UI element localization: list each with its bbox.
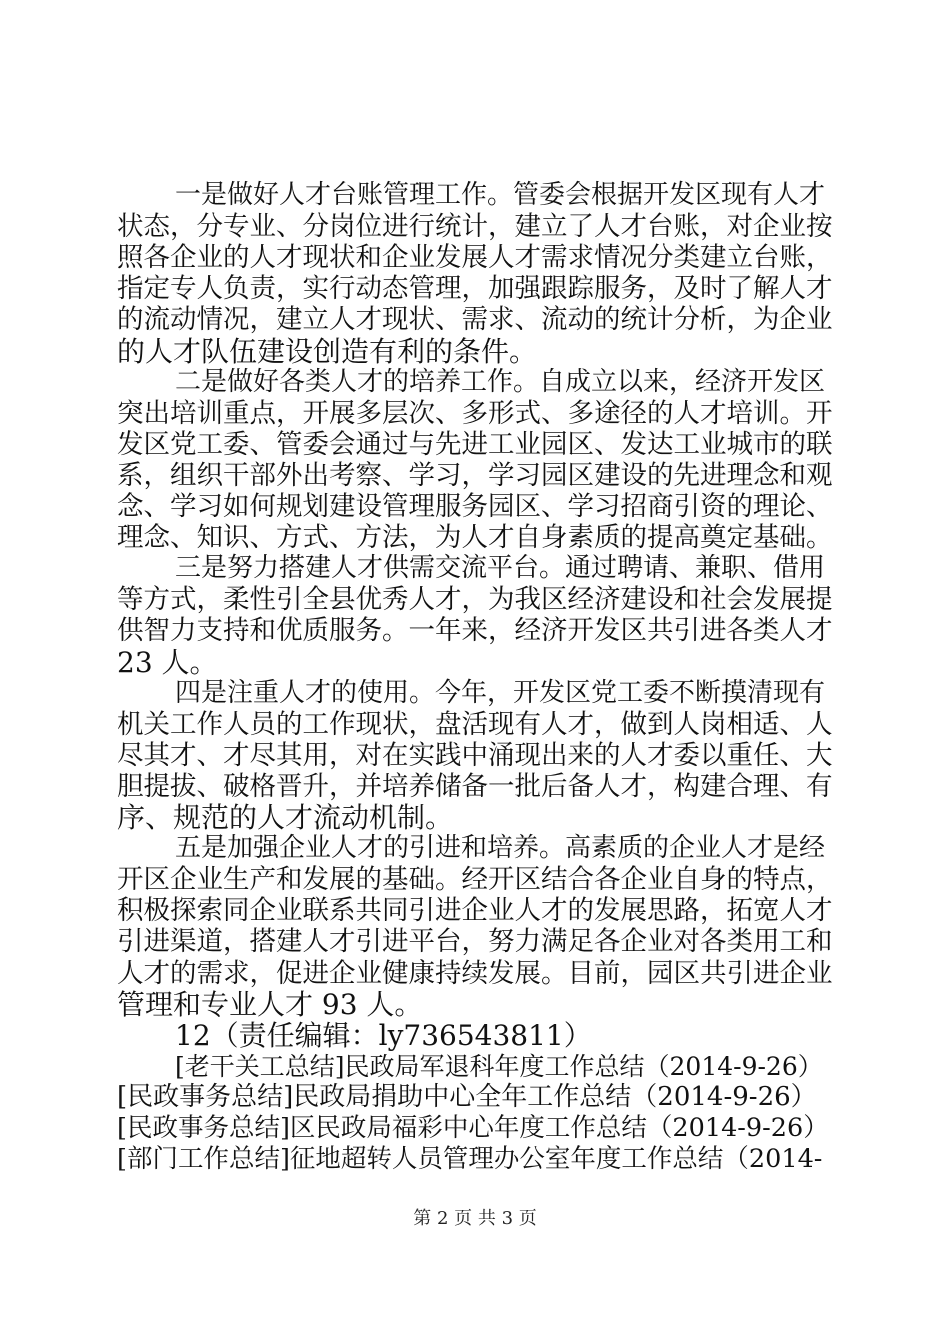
paragraph-2-line-3: 发区党工委、管委会通过与先进工业园区、发达工业城市的联: [117, 429, 833, 460]
page-footer: 第 2 页 共 3 页: [413, 1208, 537, 1229]
paragraph-1-line-6: 的人才队伍建设创造有利的条件。: [117, 335, 538, 368]
paragraph-3-line-2: 等方式，柔性引全县优秀人才，为我区经济建设和社会发展提: [117, 584, 833, 615]
paragraph-4-line-2: 机关工作人员的工作现状，盘活现有人才，做到人岗相适、人: [117, 709, 833, 740]
paragraph-1-line-5: 的流动情况，建立人才现状、需求、流动的统计分析，为企业: [117, 304, 833, 335]
paragraph-2-line-5: 念、学习如何规划建设管理服务园区、学习招商引资的理论、: [117, 491, 833, 522]
paragraph-5-line-3: 积极探索同企业联系共同引进企业人才的发展思路，拓宽人才: [117, 895, 833, 926]
paragraph-5-line-1: 五是加强企业人才的引进和培养。高素质的企业人才是经: [175, 833, 826, 863]
paragraph-1-line-4: 指定专人负责，实行动态管理，加强跟踪服务，及时了解人才: [117, 273, 833, 304]
editor-credit: 12（责任编辑：ly736543811）: [175, 1019, 592, 1052]
paragraph-3-line-4: 23 人。: [117, 646, 218, 679]
paragraph-4-line-5: 序、规范的人才流动机制。: [117, 801, 454, 834]
related-link-4[interactable]: [部门工作总结]征地超转人员管理办公室年度工作总结（2014-: [117, 1144, 823, 1174]
related-link-2[interactable]: [民政事务总结]民政局捐助中心全年工作总结（2014-9-26）: [117, 1082, 817, 1112]
paragraph-2-line-6: 理念、知识、方式、方法，为人才自身素质的提高奠定基础。: [117, 522, 833, 553]
paragraph-2-line-1: 二是做好各类人才的培养工作。自成立以来，经济开发区: [175, 367, 826, 397]
paragraph-5-line-5: 人才的需求，促进企业健康持续发展。目前，园区共引进企业: [117, 958, 833, 989]
paragraph-3-line-1: 三是努力搭建人才供需交流平台。通过聘请、兼职、借用: [175, 553, 826, 583]
related-link-1[interactable]: [老干关工总结]民政局军退科年度工作总结（2014-9-26）: [175, 1052, 823, 1081]
paragraph-3-line-3: 供智力支持和优质服务。一年来，经济开发区共引进各类人才: [117, 615, 833, 646]
paragraph-4-line-1: 四是注重人才的使用。今年，开发区党工委不断摸清现有: [175, 678, 826, 708]
paragraph-1-line-1: 一是做好人才台账管理工作。管委会根据开发区现有人才: [175, 180, 826, 210]
paragraph-4-line-3: 尽其才、才尽其用，对在实践中涌现出来的人才委以重任、大: [117, 740, 833, 771]
paragraph-5-line-2: 开区企业生产和发展的基础。经开区结合各企业自身的特点，: [117, 864, 833, 895]
paragraph-5-line-4: 引进渠道，搭建人才引进平台，努力满足各企业对各类用工和: [117, 926, 833, 957]
paragraph-1-line-3: 照各企业的人才现状和企业发展人才需求情况分类建立台账，: [117, 242, 833, 273]
paragraph-5-line-6: 管理和专业人才 93 人。: [117, 988, 423, 1021]
paragraph-1-line-2: 状态，分专业、分岗位进行统计，建立了人才台账，对企业按: [117, 211, 833, 242]
paragraph-2-line-2: 突出培训重点，开展多层次、多形式、多途径的人才培训。开: [117, 398, 833, 429]
paragraph-4-line-4: 胆提拔、破格晋升，并培养储备一批后备人才，构建合理、有: [117, 771, 833, 802]
related-link-3[interactable]: [民政事务总结]区民政局福彩中心年度工作总结（2014-9-26）: [117, 1113, 829, 1143]
paragraph-2-line-4: 系，组织干部外出考察、学习，学习园区建设的先进理念和观: [117, 460, 833, 491]
